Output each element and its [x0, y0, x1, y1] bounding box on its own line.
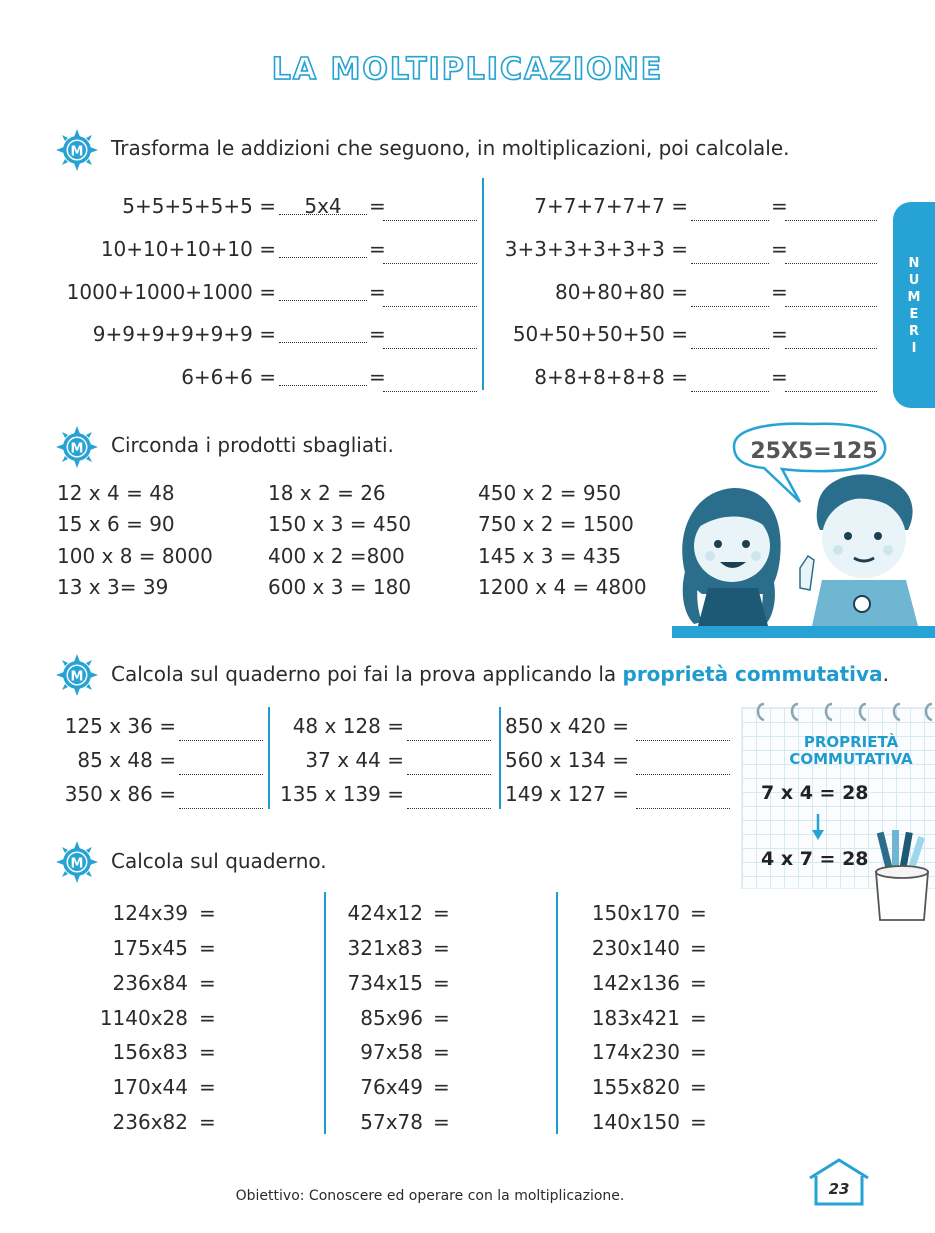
svg-text:M: M	[70, 856, 84, 872]
multiplication-expression: 48 x 128 =	[292, 714, 404, 738]
multiplication-expression: 230x140	[591, 936, 680, 960]
multiplication-expression: 236x84	[112, 971, 188, 995]
multiplication-field[interactable]	[691, 286, 769, 307]
equals-sign: =	[433, 1075, 450, 1099]
pencil-cup-icon	[872, 828, 935, 924]
multiplication-field[interactable]	[279, 365, 367, 386]
multiplication-expression: 734x15	[347, 971, 423, 995]
equals-sign: =	[199, 1075, 216, 1099]
side-tab-letter: I	[911, 341, 917, 356]
multiplication-field[interactable]	[691, 328, 769, 349]
answer-field[interactable]	[407, 788, 491, 809]
multiplication-expression: 156x83	[112, 1040, 188, 1064]
multiplication-expression: 424x12	[347, 901, 423, 925]
equals-sign: =	[690, 1110, 707, 1134]
multiplication-expression: 150x170	[591, 901, 680, 925]
column-divider	[556, 892, 558, 1134]
multiplication-expression: 85x96	[360, 1006, 423, 1030]
equals-sign: =	[369, 365, 386, 389]
result-field[interactable]	[383, 328, 477, 349]
product-item[interactable]: 100 x 8 = 8000	[57, 544, 213, 568]
multiplication-expression: 97x58	[360, 1040, 423, 1064]
m-badge-icon	[55, 653, 99, 697]
result-field[interactable]	[785, 243, 877, 264]
notepad-equation-2: 4 x 7 = 28	[761, 848, 869, 870]
exercise-4-instruction: Calcola sul quaderno.	[111, 849, 327, 873]
addition-expression: 8+8+8+8+8 =	[534, 365, 688, 389]
multiplication-expression: 142x136	[591, 971, 680, 995]
answer-field[interactable]	[407, 754, 491, 775]
multiplication-expression: 350 x 86 =	[64, 782, 176, 806]
equals-sign: =	[433, 1006, 450, 1030]
multiplication-expression: 236x82	[112, 1110, 188, 1134]
equals-sign: =	[199, 1110, 216, 1134]
speech-bubble-text: 25X5=125	[750, 439, 878, 464]
equals-sign: =	[433, 1110, 450, 1134]
multiplication-expression: 37 x 44 =	[305, 748, 404, 772]
spiral-rings-icon	[752, 700, 935, 722]
multiplication-expression: 155x820	[591, 1075, 680, 1099]
multiplication-expression: 140x150	[591, 1110, 680, 1134]
addition-expression: 6+6+6 =	[181, 365, 276, 389]
column-divider	[268, 707, 270, 809]
multiplication-expression: 149 x 127 =	[505, 782, 630, 806]
product-item[interactable]: 12 x 4 = 48	[57, 481, 175, 505]
addition-expression: 10+10+10+10 =	[100, 237, 276, 261]
result-field[interactable]	[383, 371, 477, 392]
m-badge-icon	[55, 128, 99, 172]
multiplication-field[interactable]	[691, 200, 769, 221]
addition-expression: 50+50+50+50 =	[512, 322, 688, 346]
equals-sign: =	[199, 1006, 216, 1030]
multiplication-expression: 174x230	[591, 1040, 680, 1064]
equals-sign: =	[771, 194, 788, 218]
answer-field[interactable]	[407, 720, 491, 741]
result-field[interactable]	[785, 371, 877, 392]
multiplication-expression: 321x83	[347, 936, 423, 960]
result-field[interactable]	[383, 200, 477, 221]
equals-sign: =	[771, 365, 788, 389]
m-badge-icon	[55, 840, 99, 884]
multiplication-field[interactable]: 5x4	[279, 194, 367, 215]
column-divider	[324, 892, 326, 1134]
column-divider	[482, 178, 484, 390]
answer-field[interactable]	[179, 720, 263, 741]
result-field[interactable]	[383, 286, 477, 307]
result-field[interactable]	[785, 200, 877, 221]
answer-field[interactable]	[179, 788, 263, 809]
equals-sign: =	[199, 1040, 216, 1064]
side-tab-letter: R	[908, 324, 919, 339]
multiplication-field[interactable]	[279, 322, 367, 343]
equals-sign: =	[690, 936, 707, 960]
multiplication-expression: 183x421	[591, 1006, 680, 1030]
equals-sign: =	[433, 971, 450, 995]
multiplication-expression: 170x44	[112, 1075, 188, 1099]
product-item[interactable]: 15 x 6 = 90	[57, 512, 175, 536]
equals-sign: =	[771, 237, 788, 261]
exercise-1-instruction: Trasforma le addizioni che seguono, in moltiplicazioni, poi calcolale.	[111, 136, 790, 160]
equals-sign: =	[433, 1040, 450, 1064]
addition-expression: 7+7+7+7+7 =	[534, 194, 688, 218]
product-item[interactable]: 600 x 3 = 180	[268, 575, 412, 599]
product-item[interactable]: 150 x 3 = 450	[268, 512, 412, 536]
notepad-title: PROPRIETÀ COMMUTATIVA	[789, 733, 913, 768]
multiplication-field[interactable]	[279, 280, 367, 301]
equals-sign: =	[199, 936, 216, 960]
product-item[interactable]: 1200 x 4 = 4800	[478, 575, 647, 599]
multiplication-expression: 124x39	[112, 901, 188, 925]
product-item[interactable]: 450 x 2 = 950	[478, 481, 622, 505]
commutative-property-highlight: proprietà commutativa	[622, 662, 883, 686]
product-item[interactable]: 13 x 3= 39	[57, 575, 169, 599]
equals-sign: =	[690, 1006, 707, 1030]
multiplication-expression: 560 x 134 =	[505, 748, 630, 772]
multiplication-expression: 57x78	[360, 1110, 423, 1134]
result-field[interactable]	[383, 243, 477, 264]
side-tab-letter: U	[908, 273, 920, 288]
answer-field[interactable]	[636, 788, 730, 809]
side-tab-letter: E	[909, 307, 919, 322]
multiplication-expression: 135 x 139 =	[279, 782, 404, 806]
product-item[interactable]: 145 x 3 = 435	[478, 544, 622, 568]
exercise-2-instruction: Circonda i prodotti sbagliati.	[111, 433, 394, 457]
page-title: LA MOLTIPLICAZIONE	[271, 52, 664, 87]
equals-sign: =	[433, 936, 450, 960]
equals-sign: =	[199, 971, 216, 995]
answer-field[interactable]	[636, 754, 730, 775]
side-tab-letter: M	[907, 290, 921, 305]
answer-field[interactable]	[636, 720, 730, 741]
multiplication-expression: 76x49	[360, 1075, 423, 1099]
equals-sign: =	[771, 322, 788, 346]
svg-text:M: M	[70, 441, 84, 457]
multiplication-expression: 85 x 48 =	[77, 748, 176, 772]
product-item[interactable]: 18 x 2 = 26	[268, 481, 386, 505]
multiplication-expression: 175x45	[112, 936, 188, 960]
addition-expression: 1000+1000+1000 =	[66, 280, 276, 304]
addition-expression: 5+5+5+5+5 =	[122, 194, 276, 218]
equals-sign: =	[369, 194, 386, 218]
product-item[interactable]: 750 x 2 = 1500	[478, 512, 634, 536]
svg-text:M: M	[70, 669, 84, 685]
m-badge-icon	[55, 425, 99, 469]
equals-sign: =	[690, 1040, 707, 1064]
addition-expression: 80+80+80 =	[555, 280, 688, 304]
equals-sign: =	[690, 901, 707, 925]
answer-field[interactable]	[179, 754, 263, 775]
children-illustration	[672, 418, 935, 640]
equals-sign: =	[199, 901, 216, 925]
side-tab-letter: N	[908, 256, 920, 271]
svg-text:M: M	[70, 144, 84, 160]
result-field[interactable]	[785, 286, 877, 307]
page-number: 23	[828, 1180, 850, 1198]
addition-expression: 9+9+9+9+9+9 =	[92, 322, 276, 346]
product-item[interactable]: 400 x 2 =800	[268, 544, 405, 568]
equals-sign: =	[369, 322, 386, 346]
notepad-equation-1: 7 x 4 = 28	[761, 782, 869, 804]
equals-sign: =	[771, 280, 788, 304]
equals-sign: =	[690, 1075, 707, 1099]
side-tab-numeri[interactable]	[893, 202, 935, 408]
addition-expression: 3+3+3+3+3+3 =	[504, 237, 688, 261]
equals-sign: =	[433, 901, 450, 925]
equals-sign: =	[369, 280, 386, 304]
exercise-3-instruction: Calcola sul quaderno poi fai la prova applicando la proprietà commutativa.	[111, 662, 889, 686]
multiplication-expression: 125 x 36 =	[64, 714, 176, 738]
arrow-down-icon	[810, 812, 826, 842]
multiplication-field[interactable]	[691, 243, 769, 264]
equals-sign: =	[690, 971, 707, 995]
multiplication-expression: 850 x 420 =	[505, 714, 630, 738]
result-field[interactable]	[785, 328, 877, 349]
equals-sign: =	[369, 237, 386, 261]
column-divider	[499, 707, 501, 809]
objective-footer: Obiettivo: Conoscere ed operare con la moltiplicazione.	[235, 1188, 625, 1204]
multiplication-expression: 1140x28	[99, 1006, 188, 1030]
multiplication-field[interactable]	[279, 237, 367, 258]
multiplication-field[interactable]	[691, 371, 769, 392]
